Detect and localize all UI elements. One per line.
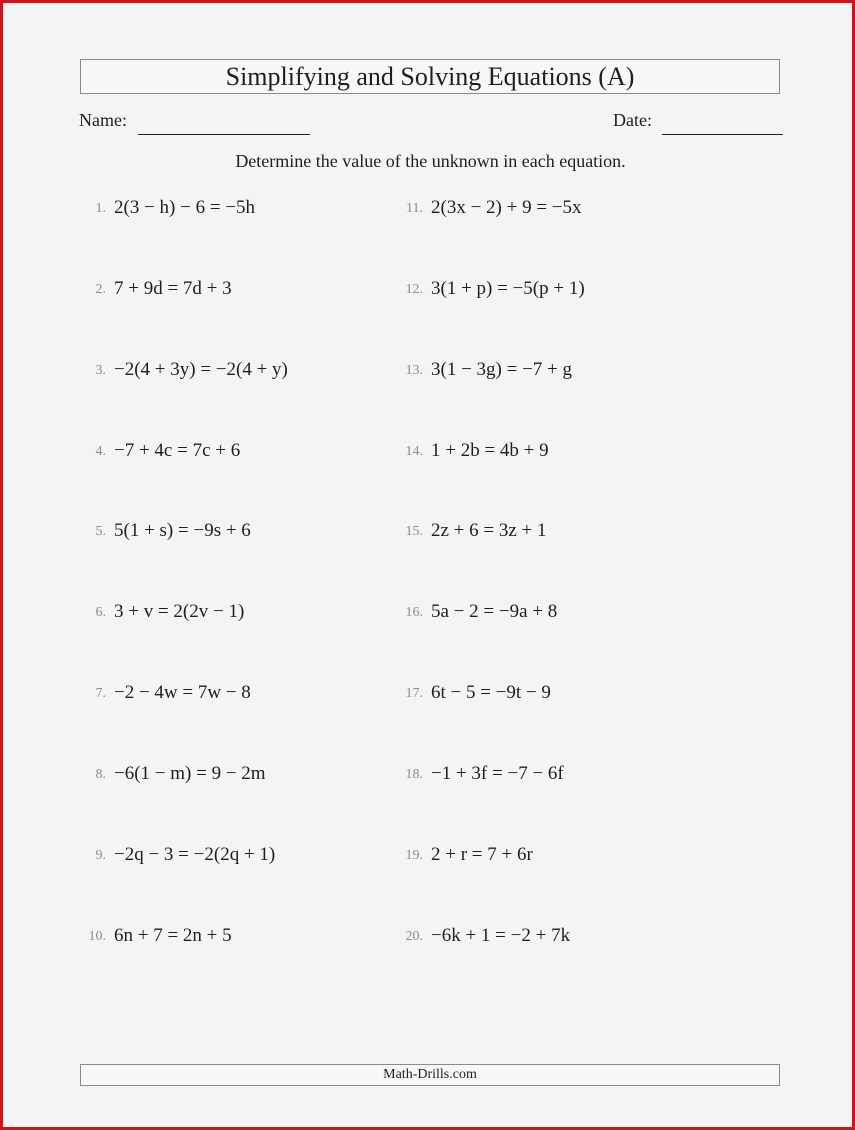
problem-number: 19. xyxy=(405,848,423,863)
problem-number: 3. xyxy=(95,363,106,378)
problem-number: 11. xyxy=(406,201,423,216)
problem-number: 9. xyxy=(95,848,106,863)
problem-equation: 6t − 5 = −9t − 9 xyxy=(431,682,551,703)
problem-number: 10. xyxy=(88,929,106,944)
problem-number: 14. xyxy=(405,444,423,459)
date-label: Date: xyxy=(613,110,652,130)
problem-equation: 6n + 7 = 2n + 5 xyxy=(114,925,232,946)
problem-equation: 2(3x − 2) + 9 = −5x xyxy=(431,197,582,218)
instructions: Determine the value of the unknown in each equation. xyxy=(235,151,626,171)
problem-equation: 2(3 − h) − 6 = −5h xyxy=(114,197,256,218)
problem-equation: −1 + 3f = −7 − 6f xyxy=(431,763,564,784)
problem-number: 4. xyxy=(95,444,106,459)
problem-number: 1. xyxy=(95,201,106,216)
problem-number: 13. xyxy=(405,363,423,378)
problem-equation: 3 + v = 2(2v − 1) xyxy=(114,601,245,622)
problem-number: 6. xyxy=(95,605,106,620)
problem-equation: −2(4 + 3y) = −2(4 + y) xyxy=(114,359,288,380)
problem-equation: 5a − 2 = −9a + 8 xyxy=(431,601,558,622)
problem-equation: −7 + 4c = 7c + 6 xyxy=(114,440,241,461)
date-field-line xyxy=(662,134,783,135)
name-label: Name: xyxy=(79,110,127,130)
problem-number: 2. xyxy=(95,282,106,297)
problem-number: 12. xyxy=(405,282,423,297)
problem-equation: 7 + 9d = 7d + 3 xyxy=(114,278,232,299)
problem-equation: 2 + r = 7 + 6r xyxy=(431,844,533,865)
problem-equation: 5(1 + s) = −9s + 6 xyxy=(114,520,251,541)
problem-equation: −2 − 4w = 7w − 8 xyxy=(114,682,251,703)
problem-equation: 3(1 + p) = −5(p + 1) xyxy=(431,278,585,299)
problem-number: 16. xyxy=(405,605,423,620)
footer-credit: Math-Drills.com xyxy=(80,1064,780,1086)
problem-equation: 2z + 6 = 3z + 1 xyxy=(431,520,547,541)
problem-number: 15. xyxy=(405,524,423,539)
problem-number: 18. xyxy=(405,767,423,782)
problem-number: 17. xyxy=(405,686,423,701)
problem-number: 7. xyxy=(95,686,106,701)
problem-equation: 1 + 2b = 4b + 9 xyxy=(431,440,549,461)
problem-equation: −6(1 − m) = 9 − 2m xyxy=(114,763,266,784)
problem-equation: −2q − 3 = −2(2q + 1) xyxy=(114,844,276,865)
problem-number: 5. xyxy=(95,524,106,539)
problem-number: 20. xyxy=(405,929,423,944)
problem-equation: 3(1 − 3g) = −7 + g xyxy=(431,359,573,380)
worksheet-title: Simplifying and Solving Equations (A) xyxy=(80,59,780,94)
name-field-line xyxy=(138,134,310,135)
problem-equation: −6k + 1 = −2 + 7k xyxy=(431,925,571,946)
problem-number: 8. xyxy=(95,767,106,782)
